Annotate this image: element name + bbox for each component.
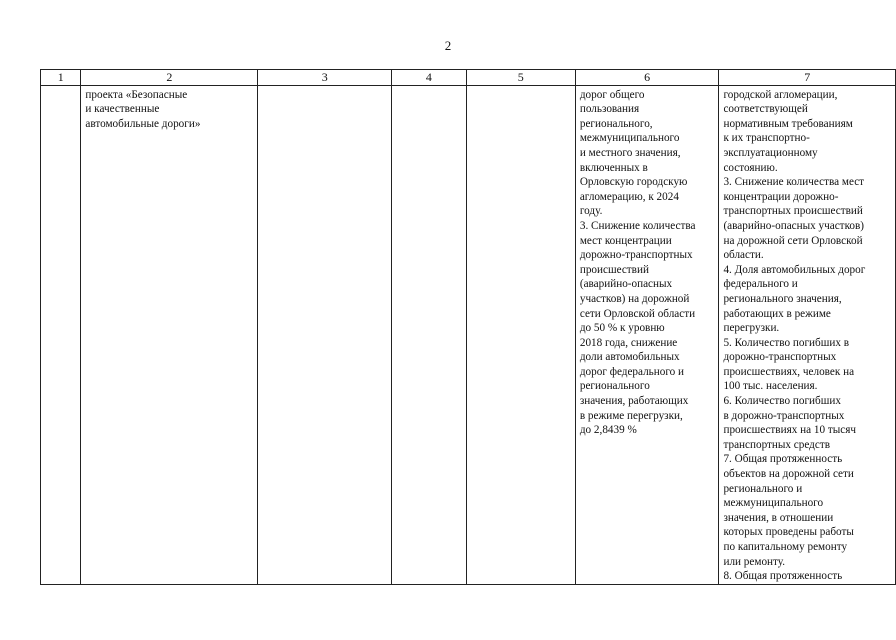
cell-col1 — [41, 85, 81, 584]
document-table — [40, 69, 896, 585]
cell-text-line: до 2,8439 % — [579, 424, 637, 437]
column-header-7: 7 — [719, 70, 896, 86]
cell-text-line: и местного значения, — [579, 146, 681, 159]
cell-text-line: до 50 % к уровню — [579, 322, 665, 335]
cell-text-line: происшествиях, человек на — [723, 365, 855, 378]
cell-text-line: проекта «Безопасные — [85, 88, 188, 101]
cell-text-line: федерального и — [723, 278, 798, 291]
cell-text-line: 6. Количество погибших — [723, 395, 841, 408]
cell-text-line: происшествий — [579, 263, 649, 276]
cell-text-line: соответствующей — [723, 103, 808, 116]
column-header-5: 5 — [466, 70, 575, 86]
column-header-2: 2 — [81, 70, 258, 86]
cell-text-line: или ремонту. — [723, 555, 786, 568]
cell-text-line: 2018 года, снижение — [579, 336, 678, 349]
cell-col5 — [466, 85, 575, 584]
cell-text-line: Орловскую городскую — [579, 176, 688, 189]
cell-text-line: городской агломерации, — [723, 88, 838, 101]
cell-text-line: агломерацию, к 2024 — [579, 190, 679, 203]
cell-text-line: доли автомобильных — [579, 351, 680, 364]
cell-text-line: работающих в режиме — [723, 307, 831, 320]
cell-text-line: (аварийно-опасных участков) — [723, 219, 865, 232]
cell-text-line: дорожно-транспортных — [579, 249, 693, 262]
cell-text-line: значения, работающих — [579, 395, 689, 408]
cell-text-line: межмуниципального — [579, 132, 680, 145]
cell-text-line: нормативным требованиям — [723, 117, 853, 130]
cell-text-line: 3. Снижение количества — [579, 219, 696, 232]
cell-text-line: сети Орловской области — [579, 307, 696, 320]
cell-text-line: по капитальному ремонту — [723, 541, 848, 553]
cell-text-line: 7. Общая протяженность — [723, 453, 843, 466]
cell-text-line: 8. Общая протяженность — [723, 570, 843, 583]
cell-text-line: к их транспортно- — [723, 132, 810, 145]
cell-col7 — [719, 85, 896, 584]
cell-col6 — [575, 85, 719, 584]
cell-text-line: происшествиях на 10 тысяч — [723, 424, 856, 437]
column-header-6: 6 — [575, 70, 719, 86]
cell-text-line: дорог федерального и — [579, 365, 685, 378]
cell-text-line: транспортных происшествий — [723, 205, 863, 218]
cell-col4 — [392, 85, 467, 584]
cell-text-line: регионального значения, — [723, 292, 842, 305]
column-header-4: 4 — [392, 70, 467, 86]
cell-text-line: межмуниципального — [723, 497, 824, 510]
cell-text-line: пользования — [579, 103, 640, 116]
cell-text-line: (аварийно-опасных — [579, 278, 673, 291]
cell-text-line: дорог общего — [579, 88, 645, 101]
cell-text-line: году. — [579, 205, 603, 218]
cell-text-line: области. — [723, 249, 764, 262]
cell-text-line: 4. Доля автомобильных дорог — [723, 263, 866, 276]
cell-text-line: перегрузки. — [723, 322, 780, 335]
cell-text-line: участков) на дорожной — [579, 292, 690, 305]
cell-text-line: состоянию. — [723, 161, 778, 174]
table-row — [41, 85, 896, 584]
cell-text-line: регионального — [579, 380, 650, 393]
cell-text-line: в дорожно-транспортных — [723, 409, 845, 422]
cell-text-line: включенных в — [579, 161, 648, 174]
cell-col2 — [81, 85, 258, 584]
cell-text-line: транспортных средств — [723, 438, 831, 451]
cell-col3 — [258, 85, 392, 584]
cell-text-line: 100 тыс. населения. — [723, 380, 818, 393]
cell-text-line: которых проведены работы — [723, 526, 854, 539]
table-header-row — [41, 70, 896, 86]
cell-text-line: на дорожной сети Орловской — [723, 234, 863, 247]
cell-text-line: регионального и — [723, 482, 803, 495]
column-header-1: 1 — [41, 70, 81, 86]
cell-text-line: 5. Количество погибших в — [723, 336, 850, 349]
cell-text-line: 3. Снижение количества мест — [723, 176, 865, 189]
cell-text-line: значения, в отношении — [723, 511, 834, 524]
cell-text-line: и качественные — [85, 103, 160, 116]
cell-text-line: эксплуатационному — [723, 146, 818, 159]
cell-text-line: дорожно-транспортных — [723, 351, 837, 364]
page-number: 2 — [444, 38, 452, 53]
cell-text-line: мест концентрации — [579, 234, 672, 247]
cell-text-line: объектов на дорожной сети — [723, 468, 854, 481]
cell-text-line: концентрации дорожно- — [723, 190, 839, 203]
cell-text-line: в режиме перегрузки, — [579, 409, 683, 422]
cell-text-line: автомобильные дороги» — [85, 117, 201, 130]
cell-text-line: регионального, — [579, 117, 653, 130]
column-header-3: 3 — [258, 70, 392, 86]
